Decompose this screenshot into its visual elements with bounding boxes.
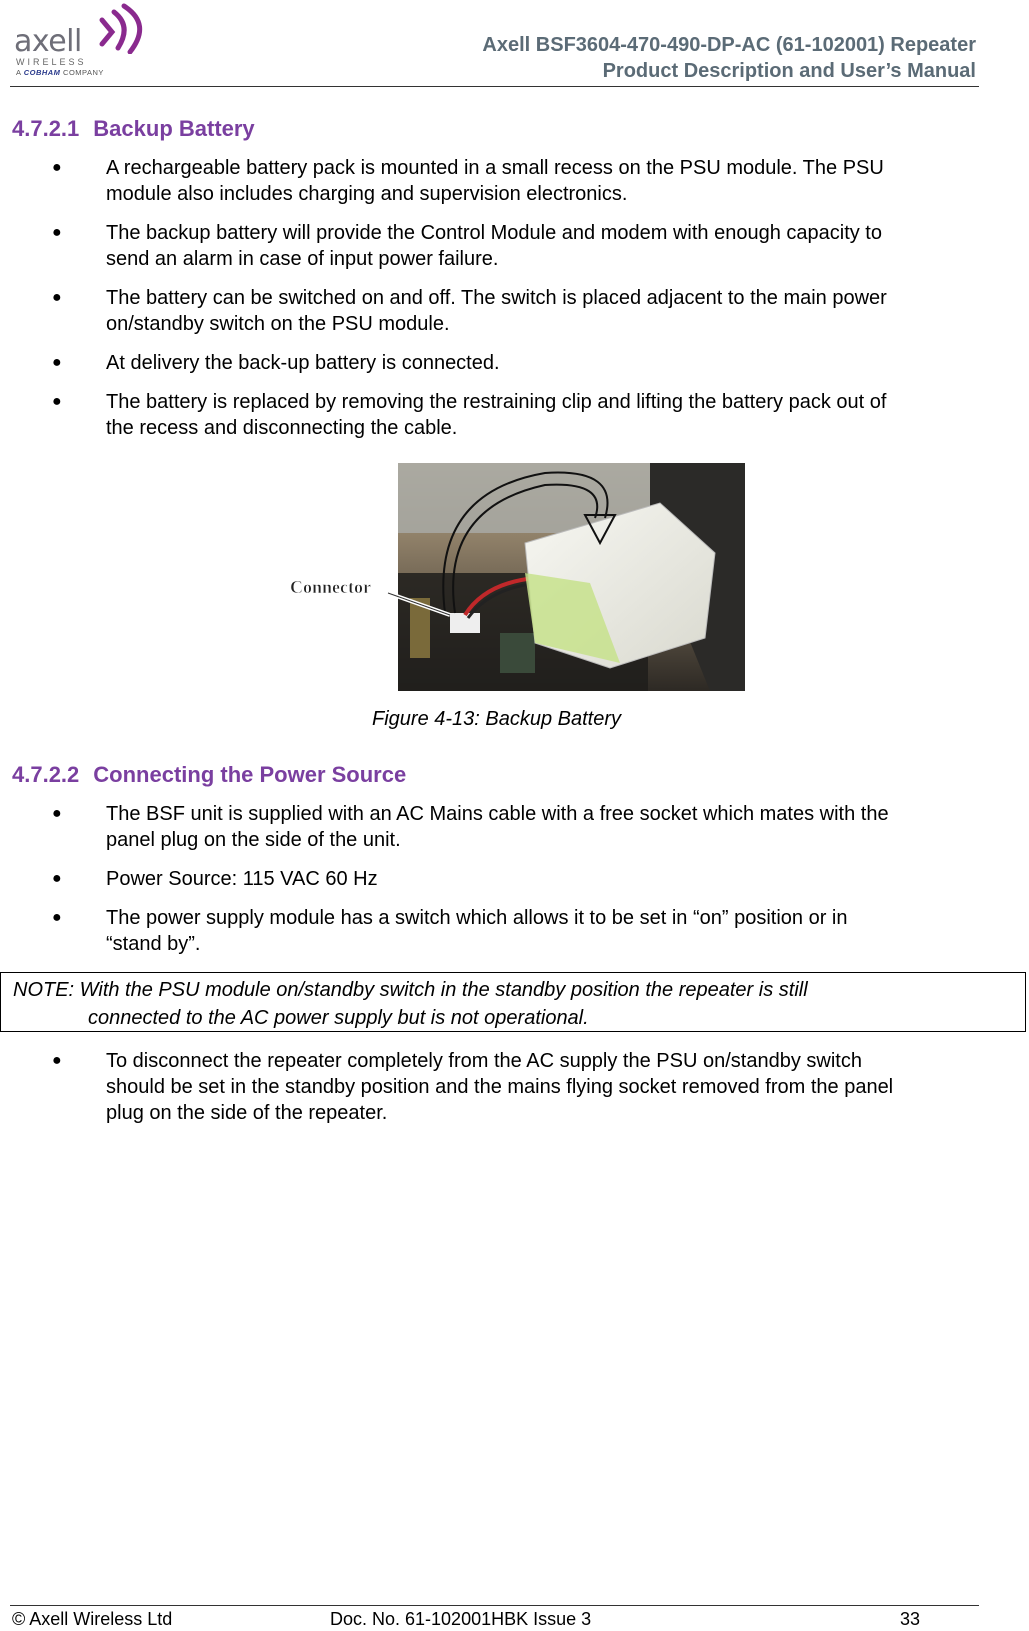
company-logo [14, 2, 144, 82]
section-heading-power-source: 4.7.2.2 Connecting the Power Source [12, 762, 407, 787]
bullet-icon: ● [52, 354, 62, 371]
bullet-icon: ● [52, 909, 62, 926]
axell-logo-mark-icon [94, 2, 156, 54]
section-heading-backup-battery: 4.7.2.1 Backup Battery [12, 116, 255, 141]
bullet-icon: ● [52, 393, 62, 410]
logo-company-line: A COBHAM COMPANY [16, 68, 104, 77]
footer-doc-number: Doc. No. 61-102001HBK Issue 3 [330, 1609, 592, 1629]
bullet-icon: ● [52, 870, 62, 887]
document-title-line2: Product Description and User’s Manual [602, 60, 976, 82]
header-divider [10, 86, 979, 87]
figure-caption: Figure 4-13: Backup Battery [372, 708, 622, 730]
logo-subtitle: WIRELESS [16, 57, 87, 67]
footer-divider [10, 1605, 979, 1606]
footer-copyright: © Axell Wireless Ltd [12, 1609, 173, 1629]
bullet-icon: ● [52, 224, 62, 241]
document-title [482, 32, 976, 84]
bullet-icon: ● [52, 289, 62, 306]
bullet-icon: ● [52, 159, 62, 176]
note-line2: connected to the AC power supply but is not operational. [88, 1007, 589, 1029]
figure-connector-label: Connector [290, 577, 371, 597]
logo-wordmark: axell [14, 24, 82, 59]
document-title-line1: Axell BSF3604-470-490-DP-AC (61-102001) Repeater [482, 34, 976, 56]
bullet-icon: ● [52, 1052, 62, 1069]
backup-battery-photo [290, 463, 745, 691]
page-number: 33 [900, 1609, 921, 1629]
note-line1: NOTE: With the PSU module on/standby switch in the standby position the repeater is still [13, 979, 808, 1001]
bullet-icon: ● [52, 805, 62, 822]
note-box [0, 972, 1026, 1032]
